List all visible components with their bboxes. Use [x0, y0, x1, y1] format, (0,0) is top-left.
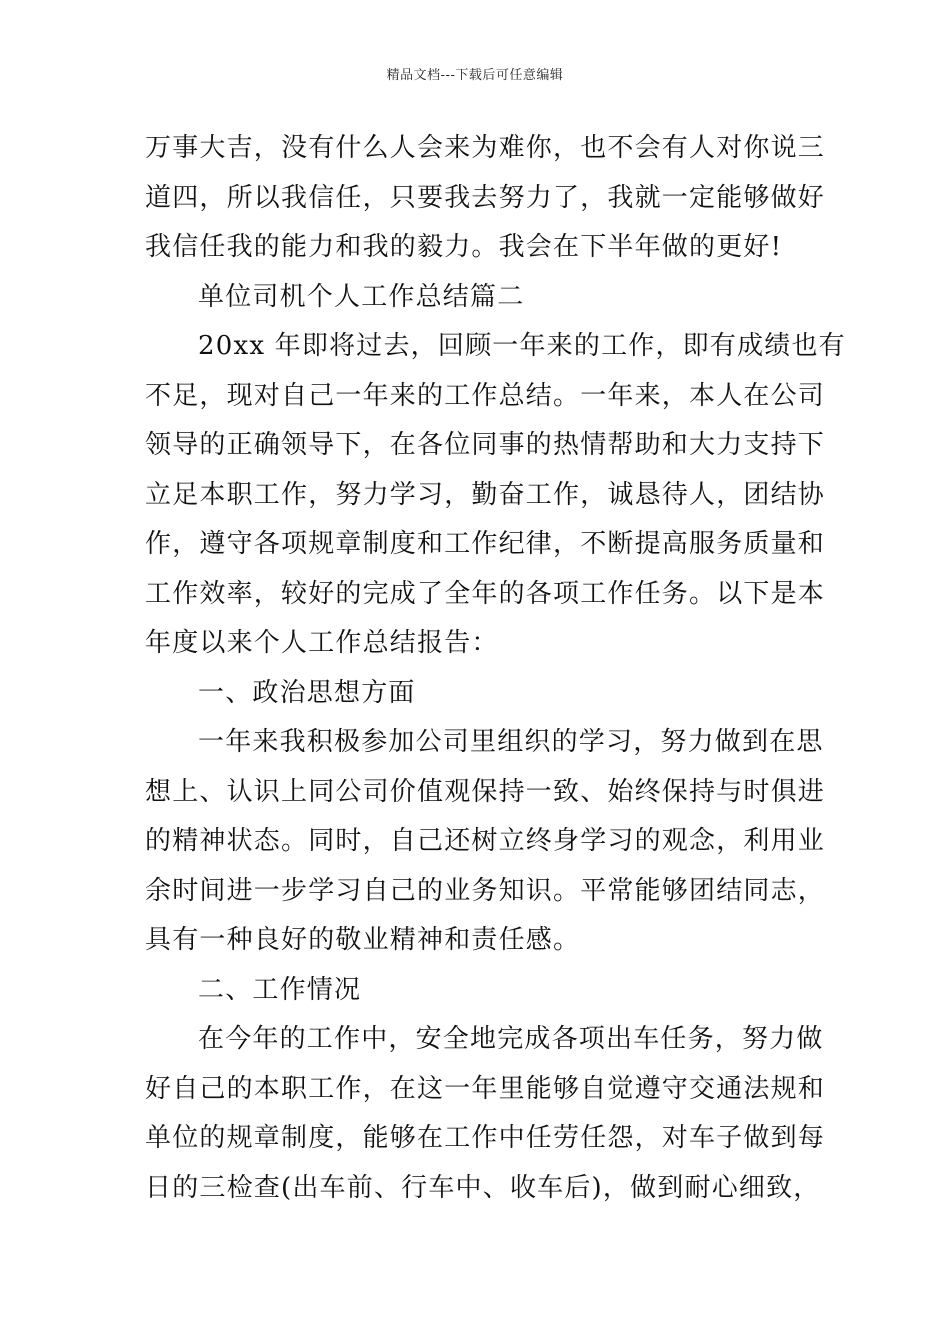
text-line: 的精神状态。同时，自己还树立终身学习的观念，利用业	[145, 826, 826, 856]
text-line: 道四，所以我信任，只要我去努力了，我就一定能够做好	[145, 182, 826, 213]
text-line: 立足本职工作，努力学习，勤奋工作，诚恳待人，团结协	[145, 479, 826, 510]
text-line: 工作效率，较好的完成了全年的各项工作任务。以下是本	[145, 578, 826, 609]
text-line: 万事大吉，没有什么人会来为难你，也不会有人对你说三	[145, 133, 826, 163]
text-line: 具有一种良好的敬业精神和责任感。	[145, 925, 581, 955]
text-line: 单位司机个人工作总结篇二	[198, 281, 525, 312]
text-line: 想上、认识上同公司价值观保持一致、始终保持与时俱进	[145, 776, 826, 807]
text-line: 在今年的工作中，安全地完成各项出车任务，努力做	[198, 1024, 824, 1054]
document-body	[145, 124, 846, 1213]
text-line: 余时间进一步学习自己的业务知识。平常能够团结同志，	[145, 875, 826, 906]
page-header: 精品文档---下载后可任意编辑	[386, 68, 564, 83]
text-line: 作，遵守各项规章制度和工作纪律，不断提高服务质量和	[145, 529, 826, 559]
text-line: 我信任我的能力和我的毅力。我会在下半年做的更好!	[145, 232, 783, 262]
text-line: 不足，现对自己一年来的工作总结。一年来，本人在公司	[145, 380, 826, 411]
text-line: 日的三检查(出车前、行车中、收车后)，做到耐心细致，	[145, 1172, 821, 1203]
text-line: 年度以来个人工作总结报告：	[145, 628, 499, 658]
text-line: 二、工作情况	[198, 974, 362, 1005]
text-line: 20xx 年即将过去，回顾一年来的工作，即有成绩也有	[198, 331, 846, 361]
text-line: 一年来我积极参加公司里组织的学习，努力做到在思	[198, 727, 824, 757]
text-line: 好自己的本职工作，在这一年里能够自觉遵守交通法规和	[145, 1073, 826, 1104]
text-line: 单位的规章制度，能够在工作中任劳任怨，对车子做到每	[145, 1123, 826, 1153]
text-line: 领导的正确领导下，在各位同事的热情帮助和大力支持下	[145, 430, 826, 460]
text-line: 一、政治思想方面	[198, 677, 416, 708]
